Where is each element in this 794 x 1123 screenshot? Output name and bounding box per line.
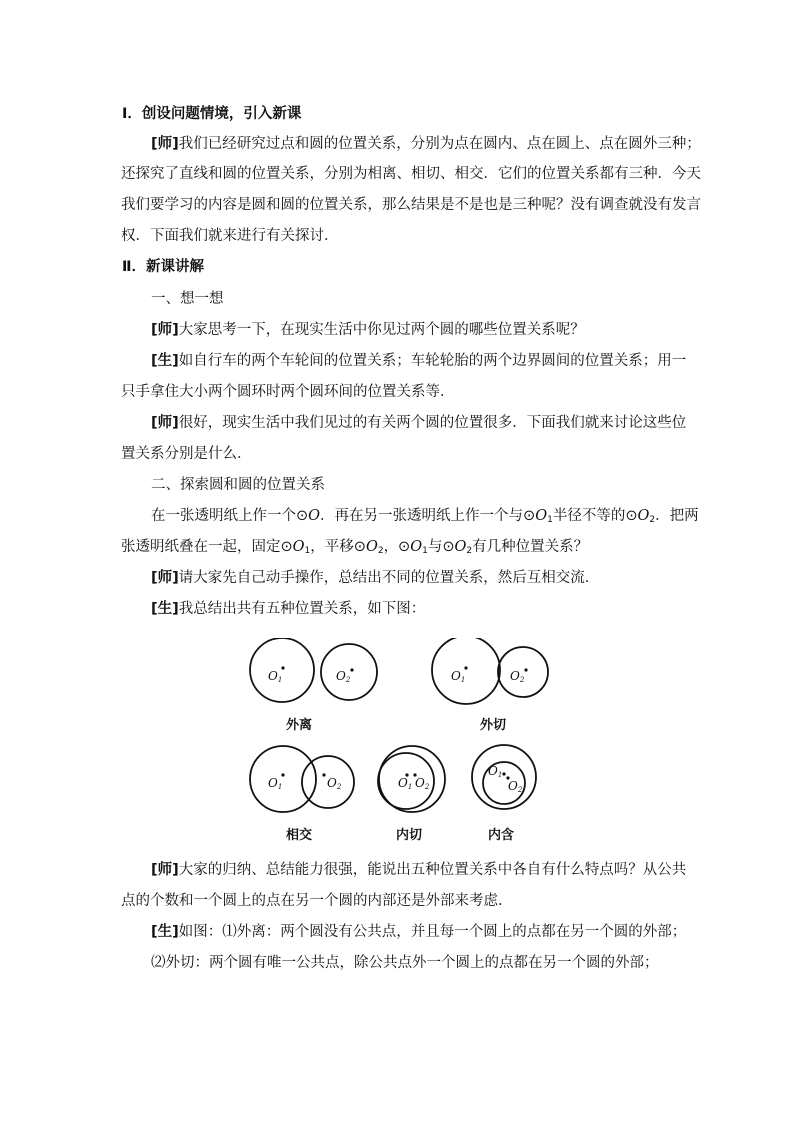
symbol-o: O [410, 539, 423, 555]
paragraph-line [0, 351, 794, 371]
center-dot [322, 773, 325, 776]
paragraph-line: 我们要学习的内容是圆和圆的位置关系，那么结果是不是也是三种呢？没有调查就没有发言 [121, 197, 701, 213]
symbol-o: O [365, 539, 378, 555]
symbol-o: O [535, 508, 548, 524]
subheading: 一、想一想 [151, 291, 224, 307]
center-dot [281, 773, 284, 776]
text-span: ，平移⊙ [310, 539, 366, 555]
circle-o1-intersect [250, 746, 316, 812]
text-span: 如图：⑴外离：两个圆没有公共点，并且每一个圆上的点都在另一个圆的外部； [178, 924, 687, 940]
center-dot [464, 666, 467, 669]
circle-o1-contain [472, 745, 536, 809]
label-o1: O1 [488, 764, 503, 779]
paragraph-line [0, 537, 794, 561]
text-span: 有几种位置关系？ [472, 539, 589, 555]
teacher-tag: [师] [151, 415, 179, 431]
subscript: 1 [547, 515, 553, 525]
student-tag: [生] [151, 353, 179, 369]
subscript: 2 [377, 546, 384, 556]
caption-contain: 内含 [488, 828, 515, 843]
paragraph-line [0, 599, 794, 619]
text-span: 我们已经研究过点和圆的位置关系，分别为点在圆内、点在圆上、点在圆外三种； [178, 136, 701, 152]
symbol-o: O [308, 508, 321, 524]
text-span: ，⊙ [383, 539, 411, 555]
paragraph-line [0, 506, 794, 530]
label-o1: O1 [398, 776, 413, 791]
center-dot [350, 668, 353, 671]
teacher-tag: [师] [151, 322, 179, 338]
caption-separate: 外离 [286, 718, 313, 733]
caption-tangent-external: 外切 [480, 718, 507, 733]
text-span: 很好，现实生活中我们见过的有关两个圆的位置很多．下面我们就来讨论这些位 [178, 415, 687, 431]
paragraph-line [0, 860, 794, 880]
subscript: 1 [422, 546, 428, 556]
teacher-tag: [师] [151, 862, 179, 878]
paragraph-line: 权．下面我们就来进行有关探讨． [121, 228, 339, 244]
label-o1: O1 [451, 669, 466, 684]
text-span: 大家的归纳、总结能力很强，能说出五种位置关系中各自有什么特点吗？从公共 [178, 862, 687, 878]
circle-o2-tangent-ext [498, 647, 548, 697]
paragraph-line: 置关系分别是什么． [121, 446, 252, 462]
text-span: 半径不等的⊙ [552, 508, 638, 524]
text-span: 在一张透明纸上作一个⊙ [151, 508, 309, 524]
subscript: 1 [304, 546, 311, 556]
circle-o1-separate [250, 638, 314, 702]
symbol-o: O [637, 508, 650, 524]
label-o2: O2 [510, 669, 525, 684]
student-tag: [生] [151, 601, 179, 617]
text-span: 我总结出共有五种位置关系，如下图： [178, 601, 426, 617]
text-span: 请大家先自己动手操作，总结出不同的位置关系，然后互相交流． [178, 570, 600, 586]
subscript: 2 [466, 546, 473, 556]
subscript: 2 [649, 515, 656, 525]
caption-tangent-internal: 内切 [396, 828, 423, 843]
text-span: 如自行车的两个车轮间的位置关系；车轮轮胎的两个边界圆间的位置关系；用一 [178, 353, 687, 369]
paragraph-line [0, 568, 794, 588]
center-dot [281, 666, 284, 669]
label-o1: O1 [268, 776, 283, 791]
circle-relations-figure [240, 638, 560, 848]
section-heading-2: Ⅱ．新课讲解 [122, 259, 205, 275]
text-span: 与⊙ [427, 539, 455, 555]
label-o2: O2 [508, 779, 523, 794]
paragraph-line: 只手拿住大小两个圆环时两个圆环间的位置关系等． [121, 384, 455, 400]
teacher-tag: [师] [151, 136, 179, 152]
student-tag: [生] [151, 924, 179, 940]
text-span: ．把两 [655, 508, 699, 524]
symbol-o: O [292, 539, 305, 555]
paragraph-line: ⑵外切：两个圆有唯一公共点，除公共点外一个圆上的点都在另一个圆的外部； [151, 955, 659, 971]
text-span: 张透明纸叠在一起，固定⊙ [121, 539, 293, 555]
label-o2: O2 [327, 776, 342, 791]
label-o2: O2 [336, 669, 351, 684]
center-dot [502, 772, 505, 775]
circle-o2-separate [321, 644, 377, 700]
paragraph-line [0, 922, 794, 942]
paragraph-line: 还探究了直线和圆的位置关系，分别为相离、相切、相交．它们的位置关系都有三种．今天 [121, 166, 701, 182]
label-o2: O2 [415, 776, 430, 791]
text-span: ．再在另一张透明纸上作一个与⊙ [320, 508, 536, 524]
text-span: 大家思考一下，在现实生活中你见过两个圆的哪些位置关系呢？ [178, 322, 585, 338]
symbol-o: O [454, 539, 467, 555]
section-heading-1: Ⅰ．创设问题情境，引入新课 [122, 106, 302, 122]
paragraph-line [0, 320, 794, 340]
subheading: 二、探索圆和圆的位置关系 [151, 477, 325, 493]
caption-intersect: 相交 [286, 828, 313, 843]
center-dot [524, 668, 527, 671]
teacher-tag: [师] [151, 570, 179, 586]
circle-o1-tangent-ext [432, 638, 500, 704]
paragraph-line [0, 134, 794, 154]
paragraph-line [0, 413, 794, 433]
circles-svg [240, 638, 560, 848]
label-o1: O1 [268, 669, 283, 684]
paragraph-line: 点的个数和一个圆上的点在另一个圆的内部还是外部来考虑． [121, 893, 513, 909]
